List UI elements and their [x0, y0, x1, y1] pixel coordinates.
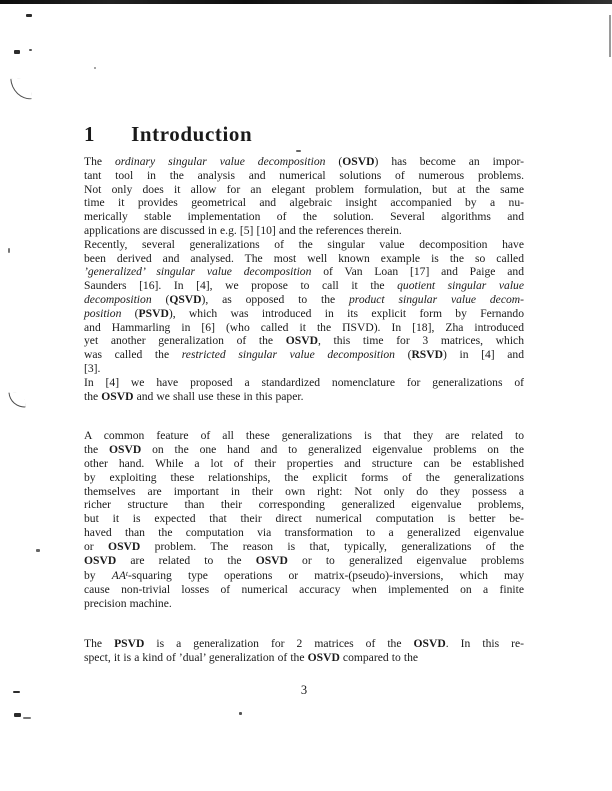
- text-line: tant tool in the analysis and numerical solutions of numerous problems.: [84, 168, 524, 182]
- body-text: [84, 155, 524, 664]
- text-line: and Hammarling in [6] (who called it the ΠSVD). In [18], Zha introduced: [84, 320, 524, 334]
- scan-speck: [14, 50, 20, 54]
- scan-speck: [296, 150, 301, 152]
- paragraph: [84, 376, 524, 404]
- scan-speck: [8, 248, 10, 253]
- text-line: cause non-trivial losses of numerical accuracy when implemented on a finite: [84, 583, 524, 597]
- text-line: been derived and analysed. The most well known example is the so called: [84, 251, 524, 265]
- text-line: themselves are important in their own right: Not only do they possess a: [84, 484, 524, 498]
- scanner-edge-bar: [0, 0, 612, 4]
- paragraph: [84, 238, 524, 376]
- section-title: Introduction: [131, 122, 253, 146]
- scan-edge-sliver: [609, 15, 611, 57]
- text-line: by $AA^t$-squaring type operations or matrix-(pseudo)-inversions, which may: [84, 569, 524, 583]
- text-line: the OSVD on the one hand and to generalized eigenvalue problems on the: [84, 443, 525, 457]
- text-line: yet another generalization of the OSVD, this time for 3 matrices, which: [84, 334, 525, 348]
- text-line: precision machine.: [84, 596, 172, 610]
- scan-speck: [239, 712, 242, 715]
- text-line: was called the restricted singular value decomposition (RSVD) in [4] and: [84, 348, 524, 362]
- scan-mark-curve: [8, 391, 25, 408]
- scan-speck: [14, 713, 21, 717]
- text-line: A common feature of all these generalizations is that they are related to: [84, 429, 524, 443]
- text-line: time it provides geometrical and algebraic insight accompanied by a nu-: [84, 196, 524, 210]
- scan-speck: [94, 67, 96, 69]
- text-line: the OSVD and we shall use these in this paper.: [84, 389, 304, 403]
- scan-dash: [23, 717, 31, 719]
- text-line: other hand. While a lot of their properties and structure can be established: [84, 456, 524, 470]
- text-line: merically stable implementation of the solution. Several algorithms and: [84, 210, 524, 224]
- text-line: The ordinary singular value decomposition (OSVD) has become an impor-: [84, 155, 525, 168]
- text-line: OSVD are related to the OSVD or to generalized eigenvalue problems: [84, 553, 524, 567]
- text-line: haved than the computation via transformation to a generalized eigenvalue: [84, 525, 524, 539]
- page-number: 3: [300, 683, 308, 697]
- text-line: decomposition (QSVD), as opposed to the product singular value decom-: [84, 292, 525, 306]
- scan-speck: [36, 549, 40, 552]
- text-line: richer structure than their corresponding generalized eigenvalue problems,: [84, 498, 524, 512]
- text-line: The PSVD is a generalization for 2 matrices of the OSVD. In this re-: [84, 636, 524, 650]
- text-line: ’generalized’ singular value decomposition of Van Loan [17] and Paige and: [84, 265, 525, 279]
- text-line: position (PSVD), which was introduced in its explicit form by Fernando: [84, 306, 524, 320]
- text-line: Not only does it allow for an elegant problem formulation, but at the same: [84, 182, 524, 196]
- section-number: 1: [84, 122, 96, 146]
- scan-speck: [29, 49, 32, 51]
- text-line: [3].: [84, 361, 101, 375]
- text-line: applications are discussed in e.g. [5] [10] and the references therein.: [84, 223, 402, 237]
- text-line: but it is expected that their direct numerical computation is better be-: [84, 512, 524, 526]
- text-line: In [4] we have proposed a standardized nomenclature for generalizations of: [84, 375, 524, 389]
- paragraph: [84, 155, 524, 238]
- text-line: or OSVD problem. The reason is that, typically, generalizations of the: [84, 539, 525, 553]
- text-line: spect, it is a kind of ’dual’ generalization of the OSVD compared to the: [84, 650, 419, 664]
- text-line: Saunders [16]. In [4], we propose to call it the quotient singular value: [84, 279, 524, 293]
- scan-dash: [13, 691, 20, 693]
- scan-speck: [26, 14, 32, 17]
- text-line: Recently, several generalizations of the singular value decomposition have: [84, 237, 524, 251]
- scan-mark-curve: [10, 77, 31, 100]
- paragraph: [84, 637, 524, 665]
- paragraph: [84, 429, 524, 610]
- text-line: by exploiting these relationships, the explicit forms of the generalizations: [84, 470, 524, 484]
- section-heading: [84, 122, 252, 147]
